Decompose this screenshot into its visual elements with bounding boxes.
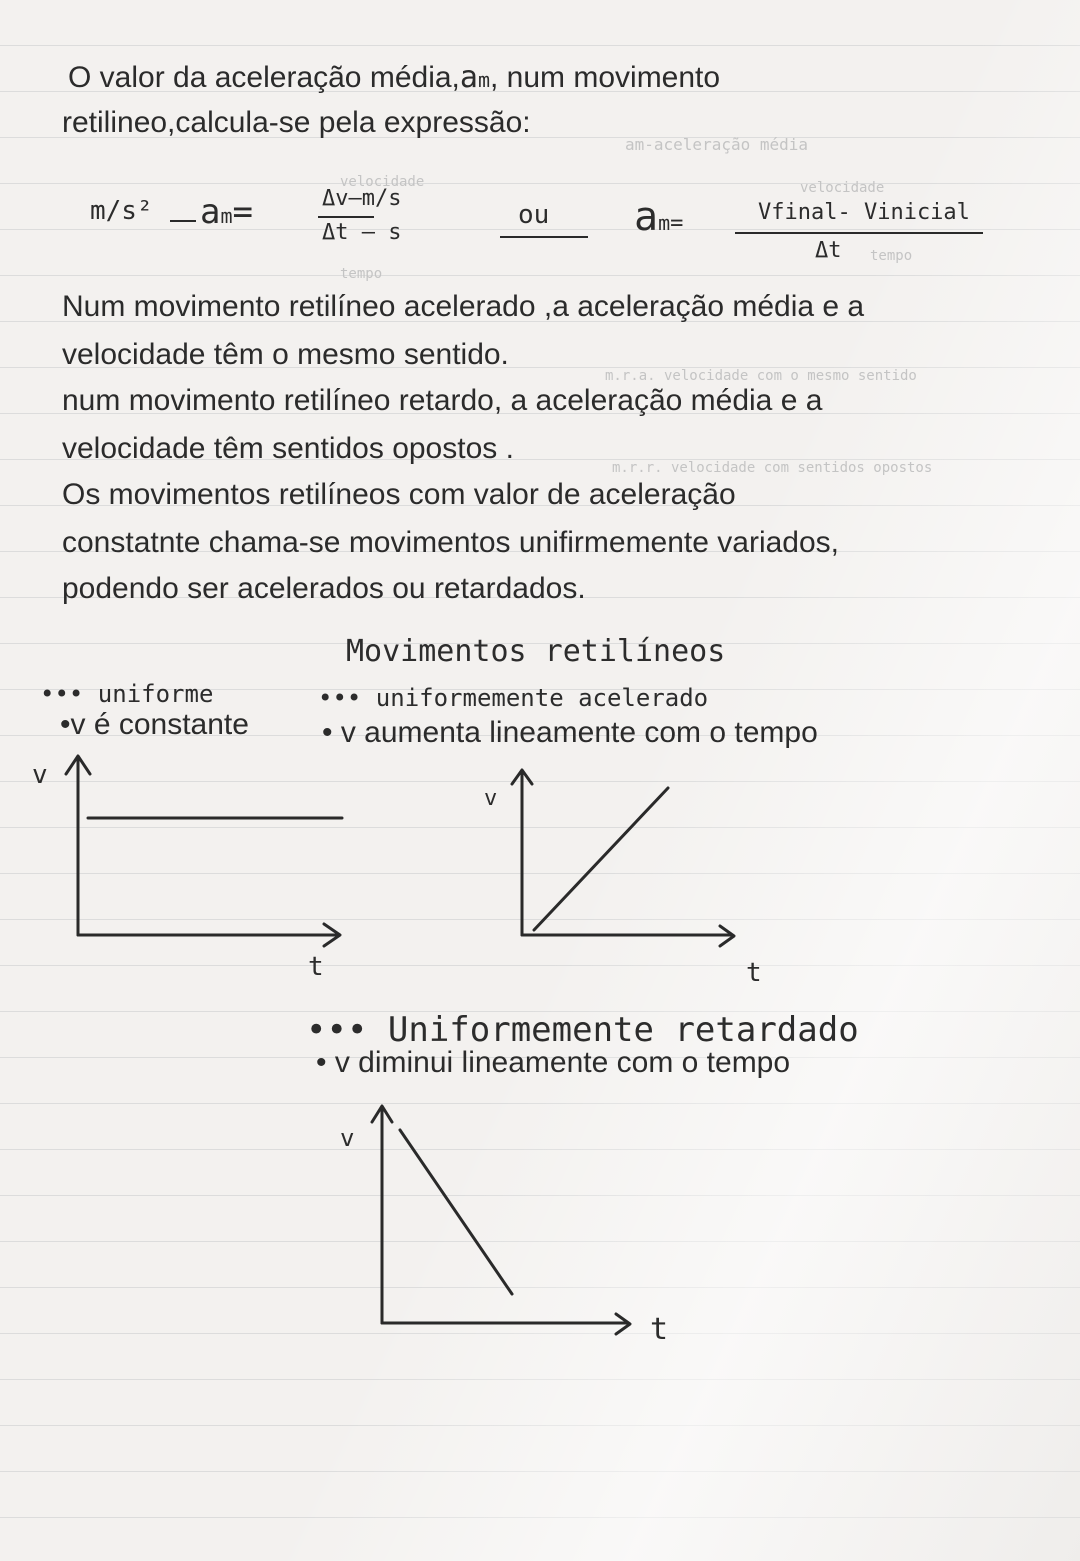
graph-retardado (360, 1090, 660, 1350)
graph-retardado-line (400, 1130, 512, 1294)
intro-line-2: retilineo,calcula-se pela expressão: (62, 106, 531, 139)
graph-acelerado-line (534, 788, 668, 930)
para-const-line-1: Os movimentos retilíneos com valor de aceleração (62, 478, 736, 511)
para-accel-line-2: velocidade têm o mesmo sentido. (62, 338, 509, 371)
retardado-desc: • v diminui lineamente com o tempo (316, 1046, 791, 1079)
para-retard-line-2: velocidade têm sentidos opostos . (62, 432, 514, 465)
note-tempo-1: tempo (340, 266, 383, 282)
formula-or: ou (518, 200, 550, 230)
dash-1 (170, 220, 196, 222)
intro-line-1: O valor da aceleração média,am, num movimento (68, 60, 721, 95)
acelerado-heading: ••• uniformemente acelerado (318, 684, 709, 712)
para-const-line-2: constatnte chama-se movimentos unifirmemente variados, (62, 526, 840, 559)
fraction-bar-2 (735, 232, 983, 234)
or-underline (500, 236, 588, 238)
para-accel-line-1: Num movimento retilíneo acelerado ,a aceleração média e a (62, 290, 865, 323)
side-note-retard: m.r.r. velocidade com sentidos opostos (612, 460, 933, 476)
acelerado-desc: • v aumenta lineamente com o tempo (322, 716, 818, 749)
uniforme-heading: ••• uniforme (40, 680, 214, 708)
section-title: Movimentos retilíneos (346, 634, 726, 669)
note-tempo-2: tempo (870, 248, 913, 264)
unit-ms2: m/s² (90, 196, 153, 226)
retardado-heading: ••• Uniformemente retardado (306, 1010, 859, 1050)
uniforme-desc: •v é constante (60, 708, 249, 741)
graph-retardado-t-label: t (650, 1312, 669, 1347)
graph-uniforme (20, 740, 380, 980)
note-velocidade-2: velocidade (800, 180, 885, 196)
graph-acelerado-v-label: v (484, 786, 498, 811)
graph-retardado-v-label: v (340, 1124, 355, 1152)
formula2-denominator: Δt (815, 238, 842, 263)
graph-acelerado (500, 760, 760, 960)
fraction-bar-1 (318, 216, 374, 218)
formula2-numerator: Vfinal- Vinicial (758, 200, 970, 225)
para-const-line-3: podendo ser acelerados ou retardados. (62, 572, 586, 605)
note-velocidade-1: velocidade (340, 174, 425, 190)
formula1-denominator: Δt — s (322, 220, 402, 245)
graph-uniforme-t-label: t (308, 952, 324, 982)
graph-uniforme-v-label: v (32, 760, 48, 790)
side-note-am: am-aceleração média (625, 135, 809, 154)
side-note-accel: m.r.a. velocidade com o mesmo sentido (605, 368, 917, 384)
graph-acelerado-t-label: t (746, 958, 762, 988)
formula1-numerator: Δv—m/s (322, 186, 402, 211)
formula1-lhs: am= (200, 192, 254, 232)
formula2-lhs: am= (634, 194, 684, 240)
para-retard-line-1: num movimento retilíneo retardo, a aceleração média e a (62, 384, 823, 417)
